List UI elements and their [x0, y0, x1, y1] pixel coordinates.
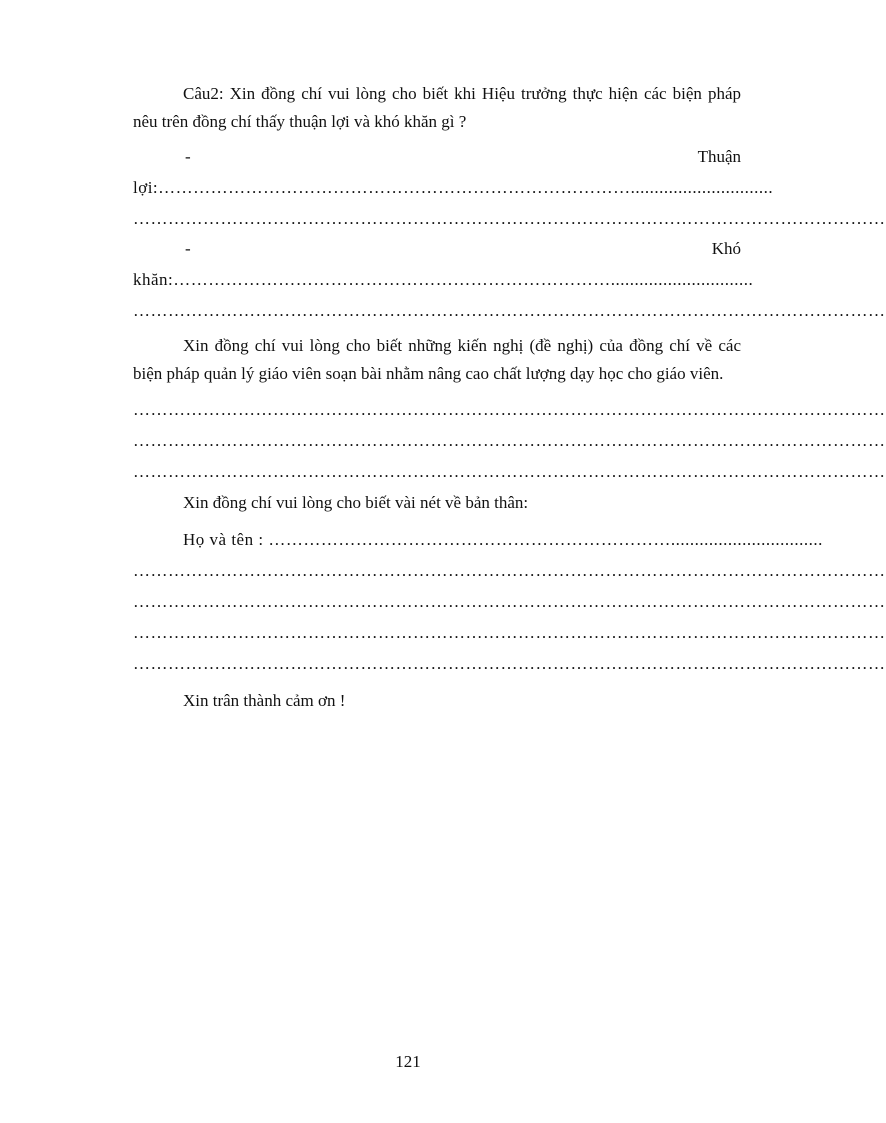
- question-2: [133, 80, 741, 136]
- difficulties-label-word: Khó: [711, 239, 741, 258]
- recommendations-line-3[interactable]: …………………………………………………………………………………………………………………: [133, 462, 886, 481]
- recommendations-line-2[interactable]: …………………………………………………………………………………………………………………: [133, 431, 886, 450]
- name-field[interactable]: [133, 524, 823, 555]
- advantages-dash: -: [185, 147, 191, 166]
- advantages-dots: ………………………………………………………………………..............................: [158, 178, 774, 197]
- page-number: 121: [395, 1052, 421, 1071]
- advantages-answer-line[interactable]: [133, 172, 774, 203]
- closing-text: Xin trân thành cảm ơn !: [183, 691, 346, 710]
- document-page: [133, 80, 886, 716]
- name-dots: ……………………………………………………………................................: [268, 530, 823, 549]
- recommendations-line-1[interactable]: …………………………………………………………………………………………………………………: [133, 400, 886, 419]
- difficulties-answer-line[interactable]: [133, 264, 754, 295]
- question-2-text: Câu2: Xin đồng chí vui lòng cho biết khi Hiệu trưởng thực hiện các biện pháp nêu trên đồng chí thấy thuận lợi và khó khăn gì ?: [133, 84, 741, 131]
- personal-line-1[interactable]: …………………………………………………………………………………………………………………: [133, 561, 886, 580]
- personal-line-4[interactable]: …………………………………………………………………………………………………………………: [133, 654, 886, 673]
- recommendations-question: [133, 332, 741, 388]
- advantages-label-rest: lợi:: [133, 178, 159, 197]
- personal-line-2[interactable]: …………………………………………………………………………………………………………………: [133, 592, 886, 611]
- difficulties-dots: …………………………………………………………………..............................: [173, 270, 754, 289]
- advantages-heading: [133, 142, 741, 172]
- personal-intro: Xin đồng chí vui lòng cho biết vài nét về bản thân:: [183, 493, 529, 512]
- recommendations-text: Xin đồng chí vui lòng cho biết những kiến nghị (đề nghị) của đồng chí về các biện pháp quản lý giáo viên soạn bài nhằm nâng cao chất lượng dạy học cho giáo viên.: [133, 336, 741, 383]
- name-label: Họ và tên :: [183, 530, 264, 549]
- difficulties-heading: [133, 234, 741, 264]
- difficulties-dash: -: [185, 239, 191, 258]
- advantages-extra-line[interactable]: …………………………………………………………………………………………………………………: [133, 209, 886, 228]
- difficulties-extra-line[interactable]: …………………………………………………………………………………………………………………: [133, 301, 886, 320]
- advantages-label-word: Thuận: [697, 147, 741, 166]
- personal-line-3[interactable]: …………………………………………………………………………………………………………………: [133, 623, 886, 642]
- difficulties-label-rest: khăn:: [133, 270, 174, 289]
